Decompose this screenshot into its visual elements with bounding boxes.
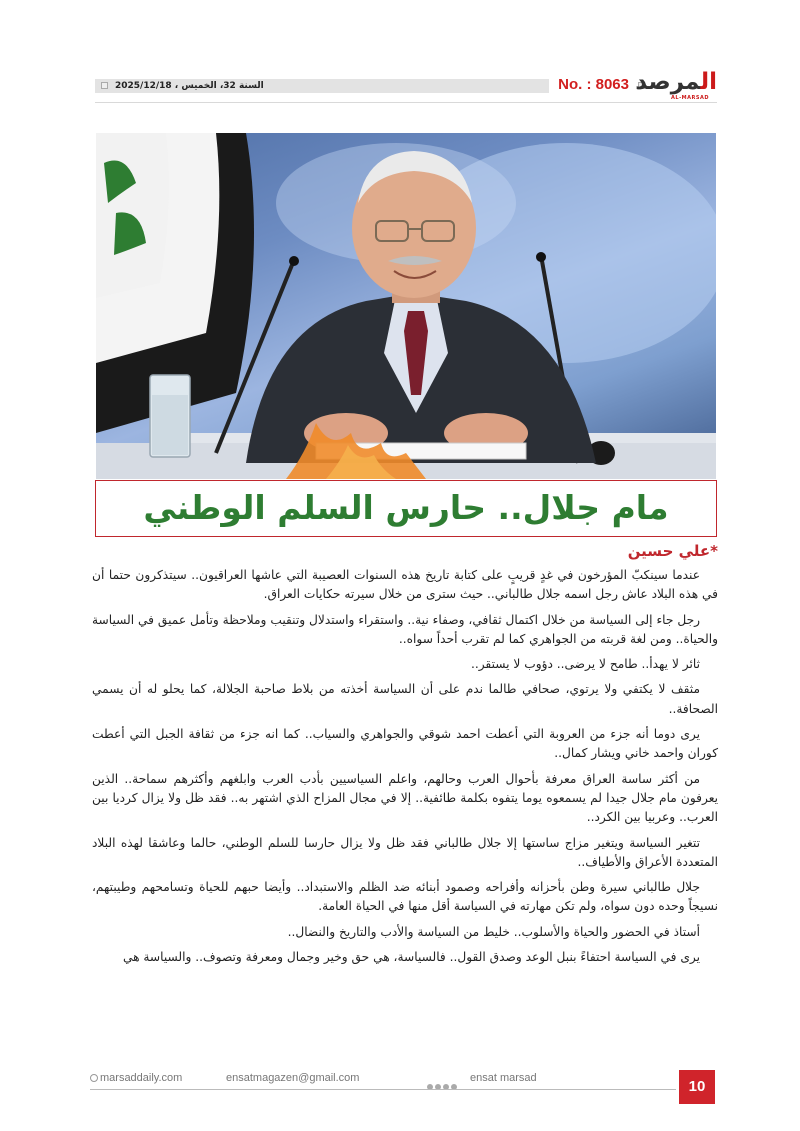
footer-email[interactable]: ensatmagazen@gmail.com bbox=[226, 1072, 360, 1084]
paragraph: رجل جاء إلى السياسة من خلال اكتمال ثقافي، وصفاء نية.. واستقراء واستدلال وتنقيب وملاحظة وتأمل عميق في السياسة والحياة.. ومن لغة قربته من الجواهري كما لم تقرب أحداً سواه.. bbox=[92, 612, 718, 646]
paragraph: يرى دوما أنه جزء من العروبة التي أعطت احمد شوقي والجواهري والسياب.. كما انه جزء من ثقافة الجبل التي أعطت كوران واحمد خاني ويشار كمال.. bbox=[92, 727, 718, 761]
paragraph: عندما سينكبّ المؤرخون في غدٍ قريبٍ على كتابة تاريخ هذه السنوات العصيبة التي عاشها العراقيون.. سيتذكرون حتما أن في هذه البلاد عاش رجل اسمه جلال طالباني.. حيث سترى من خلال سيرته حكايات العراق. bbox=[92, 568, 718, 602]
page-number: 10 bbox=[679, 1070, 715, 1104]
paragraph: ثائر لا يهدأ.. طامح لا يرضى.. دؤوب لا يستقر.. bbox=[470, 657, 700, 672]
paragraph: أستاذ في الحضور والحياة والأسلوب.. خليط من السياسة والأدب والتاريخ والنضال.. bbox=[287, 924, 700, 939]
title-frame bbox=[95, 480, 717, 537]
logo-text: المرصد bbox=[635, 69, 717, 95]
masthead-logo[interactable] bbox=[635, 69, 717, 101]
issue-date: السنة 32، الخميس ، 2025/12/18 bbox=[115, 81, 264, 91]
header-divider bbox=[95, 102, 717, 103]
paragraph: جلال طالباني سيرة وطن بأحزانه وأفراحه وصمود أبنائه ضد الظلم والاستبداد.. وأيضا حبهم للحياة وتسامحهم وطيبتهم، نسيجاً وحده دون سواه، ولم تكن مهارته في السياسة أقل منها في الحياة العامة. bbox=[92, 880, 718, 914]
paragraph: من أكثر ساسة العراق معرفة بأحوال العرب وحالهم، واعلم السياسيين بأدب العرب وابلغهم وأكثرهم سماحة.. الذين يعرفون مام جلال جيدا لم يسمعوه يوما يتفوه بكلمة طائفية.. إلا في مجال المزاح الذي اشتهر به.. فقد ظل ولا يزال كرديا بين العرب.. وعربيا بين الكرد.. bbox=[92, 771, 718, 825]
footer-social-handle[interactable]: ensat marsad bbox=[470, 1072, 537, 1084]
paragraph: مثقف لا يكتفي ولا يرتوي، صحافي طالما ندم على أن السياسة أخذته من بلاط صاحبة الجلالة، كما يحلو له أن يسمي الصحافة.. bbox=[92, 682, 718, 716]
article-title: مام جلال.. حارس السلم الوطني bbox=[143, 488, 669, 527]
paragraph: تتغير السياسة ويتغير مزاج ساستها إلا جلال طالباني فقد ظل ولا يزال حارسا للسلم الوطني، حالما وعاشقا لهذه البلاد المتعددة الأعراق والأطياف.. bbox=[92, 835, 718, 869]
article-body bbox=[92, 566, 718, 973]
website-text: marsaddaily.com bbox=[100, 1072, 183, 1084]
logo-subtext: AL-MARSAD bbox=[671, 95, 709, 101]
photo-illustration bbox=[96, 133, 716, 479]
article-author: *علي حسين bbox=[627, 542, 718, 560]
globe-icon bbox=[90, 1074, 98, 1082]
paragraph: يرى في السياسة احتفاءً بنبل الوعد وصدق القول.. فالسياسة، هي حق وخير وجمال ومعرفة وتصوف.. والسياسة هي bbox=[122, 950, 700, 965]
footer-divider bbox=[90, 1089, 676, 1090]
issue-number: No. : 8063 bbox=[558, 76, 629, 93]
page-footer bbox=[90, 1070, 720, 1090]
page-header bbox=[95, 69, 717, 101]
footer-website[interactable] bbox=[90, 1072, 182, 1084]
social-icons bbox=[427, 1075, 459, 1094]
article-photo bbox=[96, 133, 716, 479]
header-square-left bbox=[101, 82, 108, 89]
